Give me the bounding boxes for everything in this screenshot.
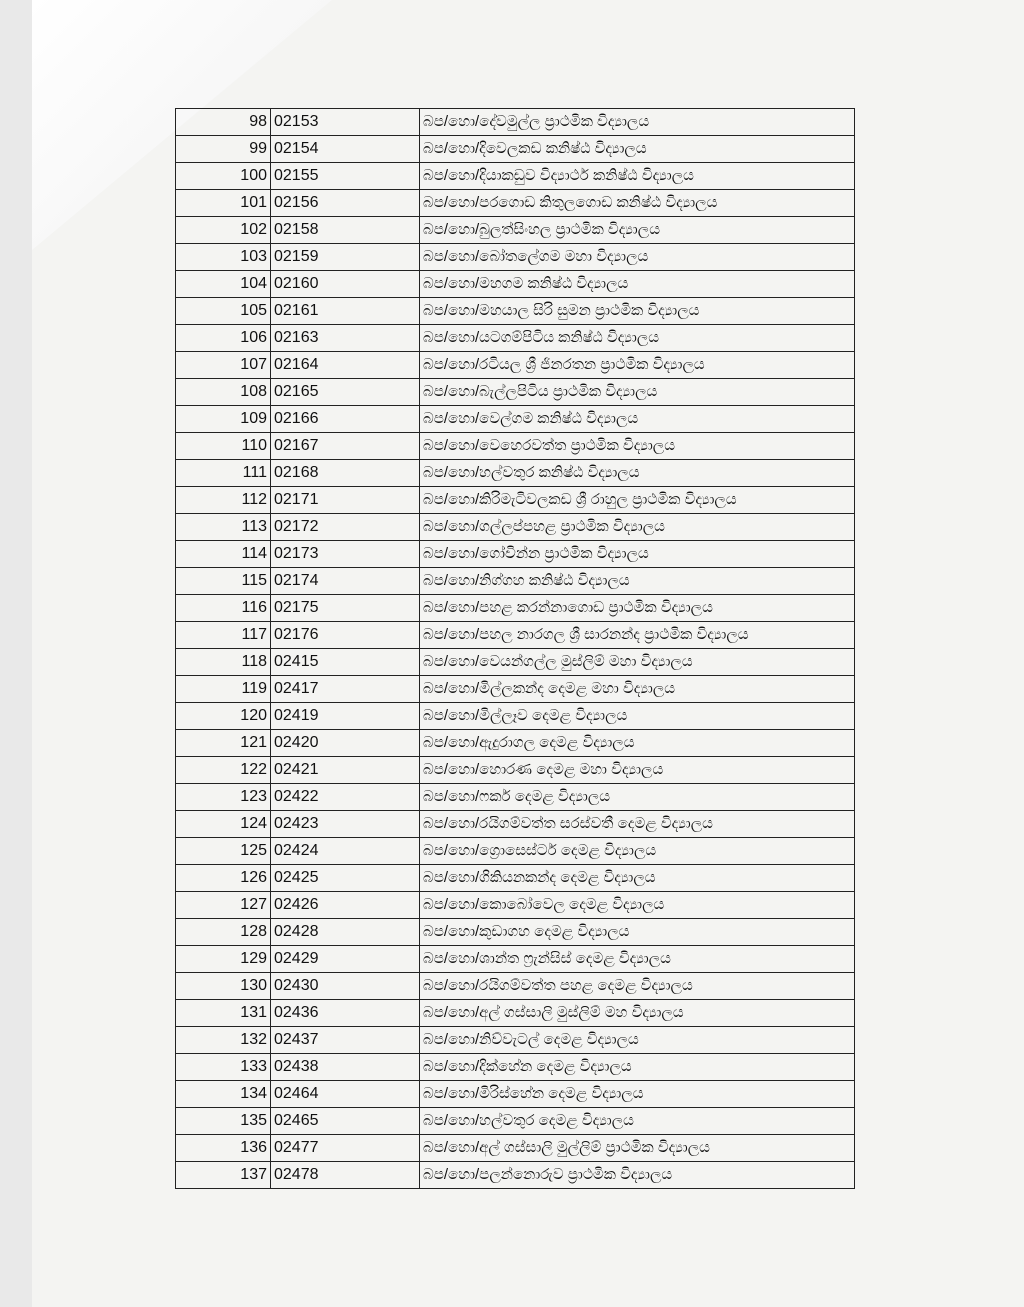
table-row (176, 1108, 855, 1135)
school-name: බප/හො/ෆකර් දෙමළ විද්‍යාලය (420, 784, 855, 811)
row-number: 123 (176, 784, 271, 811)
school-name: බප/හො/මහයාල සිරි සුමන ප්‍රාථමික විද්‍යාලය (420, 298, 855, 325)
row-number: 131 (176, 1000, 271, 1027)
table-row (176, 109, 855, 136)
school-name: බප/හො/වෙහෙරවත්ත ප්‍රාථමික විද්‍යාලය (420, 433, 855, 460)
row-number: 111 (176, 460, 271, 487)
school-name: බප/හො/රටියල ශ්‍රී ජිනරතන ප්‍රාථමික විද්‍යාලය (420, 352, 855, 379)
row-number: 105 (176, 298, 271, 325)
school-code: 02477 (271, 1135, 420, 1162)
school-code: 02420 (271, 730, 420, 757)
school-code: 02158 (271, 217, 420, 244)
row-number: 102 (176, 217, 271, 244)
school-name: බප/හො/හොරණ දෙමළ මහා විද්‍යාලය (420, 757, 855, 784)
table-row (176, 784, 855, 811)
school-code: 02168 (271, 460, 420, 487)
row-number: 99 (176, 136, 271, 163)
row-number: 124 (176, 811, 271, 838)
row-number: 135 (176, 1108, 271, 1135)
school-code: 02419 (271, 703, 420, 730)
table-row (176, 379, 855, 406)
school-code: 02175 (271, 595, 420, 622)
table-row (176, 1054, 855, 1081)
row-number: 127 (176, 892, 271, 919)
table-row (176, 730, 855, 757)
row-number: 137 (176, 1162, 271, 1189)
table-row (176, 649, 855, 676)
school-name: බප/හො/ගෝවින්න ප්‍රාථමික විද්‍යාලය (420, 541, 855, 568)
school-code: 02428 (271, 919, 420, 946)
table-row (176, 406, 855, 433)
school-name: බප/හො/ග්‍රොසෙස්ටර් දෙමළ විද්‍යාලය (420, 838, 855, 865)
school-name: බප/හො/කොබෝවෙල දෙමළ විද්‍යාලය (420, 892, 855, 919)
school-code: 02165 (271, 379, 420, 406)
school-code: 02429 (271, 946, 420, 973)
table-row (176, 973, 855, 1000)
school-name: බප/හො/පහල නාරගල ශ්‍රී සාරනන්ද ප්‍රාථමික විද්‍යාලය (420, 622, 855, 649)
row-number: 119 (176, 676, 271, 703)
table-row (176, 838, 855, 865)
school-name: බප/හො/දිවෙලකඩ කනිෂ්ඨ විද්‍යාලය (420, 136, 855, 163)
school-name: බප/හො/රයිගම්වත්ත සරස්වතී දෙමළ විද්‍යාලය (420, 811, 855, 838)
school-name: බප/හො/ඇදුරාගල දෙමළ විද්‍යාලය (420, 730, 855, 757)
table-row (176, 676, 855, 703)
school-name: බප/හො/අල් ගස්සාලි මුල්ලිම් ප්‍රාථමික විද්‍යාලය (420, 1135, 855, 1162)
school-name: බප/හො/මිල්ලකන්ද දෙමළ මහා විද්‍යාලය (420, 676, 855, 703)
school-code: 02173 (271, 541, 420, 568)
table-row (176, 514, 855, 541)
table-row (176, 703, 855, 730)
school-name: බප/හො/මිල්ලෑව දෙමළ විද්‍යාලය (420, 703, 855, 730)
table-row (176, 433, 855, 460)
row-number: 133 (176, 1054, 271, 1081)
row-number: 120 (176, 703, 271, 730)
school-code: 02423 (271, 811, 420, 838)
school-code: 02464 (271, 1081, 420, 1108)
school-code: 02421 (271, 757, 420, 784)
table-row (176, 919, 855, 946)
school-code: 02166 (271, 406, 420, 433)
table-row (176, 325, 855, 352)
school-name: බප/හො/බැල්ලපිටිය ප්‍රාථමික විද්‍යාලය (420, 379, 855, 406)
school-name: බප/හො/කිරිමැටිවලකඩ ශ්‍රී රාහුල ප්‍රාථමික විද්‍යාලය (420, 487, 855, 514)
school-code: 02161 (271, 298, 420, 325)
table-row (176, 1162, 855, 1189)
school-name: බප/හො/රයිගම්වත්ත පහළ දෙමළ විද්‍යාලය (420, 973, 855, 1000)
row-number: 103 (176, 244, 271, 271)
school-code: 02174 (271, 568, 420, 595)
school-name: බප/හො/ගිකියනකන්ද දෙමළ විද්‍යාලය (420, 865, 855, 892)
school-code: 02478 (271, 1162, 420, 1189)
table-row (176, 595, 855, 622)
row-number: 109 (176, 406, 271, 433)
table-row (176, 163, 855, 190)
school-name: බප/හො/මහගම කනිෂ්ඨ විද්‍යාලය (420, 271, 855, 298)
school-code: 02417 (271, 676, 420, 703)
table-row (176, 298, 855, 325)
school-name: බප/හො/බුලත්සිංහල ප්‍රාථමික විද්‍යාලය (420, 217, 855, 244)
row-number: 100 (176, 163, 271, 190)
school-code: 02172 (271, 514, 420, 541)
document-page (32, 0, 1024, 1307)
row-number: 136 (176, 1135, 271, 1162)
row-number: 107 (176, 352, 271, 379)
row-number: 114 (176, 541, 271, 568)
row-number: 126 (176, 865, 271, 892)
school-name: බප/හො/ගල්ලප්පහළ ප්‍රාථමික විද්‍යාලය (420, 514, 855, 541)
school-name: බප/හො/නිග්ගහ කනිෂ්ඨ විද්‍යාලය (420, 568, 855, 595)
row-number: 108 (176, 379, 271, 406)
school-code: 02424 (271, 838, 420, 865)
school-name: බප/හො/හල්වතුර දෙමළ විද්‍යාලය (420, 1108, 855, 1135)
school-code: 02164 (271, 352, 420, 379)
row-number: 113 (176, 514, 271, 541)
school-name: බප/හො/වෙල්ගම කනිෂ්ඨ විද්‍යාලය (420, 406, 855, 433)
row-number: 104 (176, 271, 271, 298)
school-name: බප/හො/ශාන්ත ෆ්‍රැන්සිස් දෙමළ විද්‍යාලය (420, 946, 855, 973)
table-row (176, 622, 855, 649)
school-name: බප/හො/පලන්නොරුව ප්‍රාථමික විද්‍යාලය (420, 1162, 855, 1189)
table-row (176, 541, 855, 568)
school-code: 02426 (271, 892, 420, 919)
school-code: 02436 (271, 1000, 420, 1027)
school-name: බප/හො/මිරිස්හේන දෙමළ විද්‍යාලය (420, 1081, 855, 1108)
table-row (176, 352, 855, 379)
school-name: බප/හො/කුඩාගහ දෙමළ විද්‍යාලය (420, 919, 855, 946)
school-code: 02156 (271, 190, 420, 217)
school-name: බප/හො/දේවමුල්ල ප්‍රාථමික විද්‍යාලය (420, 109, 855, 136)
school-name: බප/හො/හල්වතුර කනිෂ්ඨ විද්‍යාලය (420, 460, 855, 487)
table-row (176, 1000, 855, 1027)
table-row (176, 757, 855, 784)
row-number: 106 (176, 325, 271, 352)
school-name: බප/හො/වෙයන්ගල්ල මුස්ලිම් මහා විද්‍යාලය (420, 649, 855, 676)
school-name: බප/හො/නිව්වැටල් දෙමළ විද්‍යාලය (420, 1027, 855, 1054)
table-row (176, 811, 855, 838)
school-code: 02153 (271, 109, 420, 136)
table-row (176, 217, 855, 244)
row-number: 122 (176, 757, 271, 784)
school-code: 02430 (271, 973, 420, 1000)
table-row (176, 190, 855, 217)
row-number: 121 (176, 730, 271, 757)
table-row (176, 1081, 855, 1108)
row-number: 112 (176, 487, 271, 514)
row-number: 115 (176, 568, 271, 595)
row-number: 128 (176, 919, 271, 946)
row-number: 101 (176, 190, 271, 217)
table-row (176, 892, 855, 919)
table-row (176, 865, 855, 892)
table-row (176, 946, 855, 973)
school-code: 02167 (271, 433, 420, 460)
school-code: 02154 (271, 136, 420, 163)
school-code: 02159 (271, 244, 420, 271)
table-row (176, 136, 855, 163)
table-row (176, 1135, 855, 1162)
table-row (176, 1027, 855, 1054)
row-number: 98 (176, 109, 271, 136)
row-number: 116 (176, 595, 271, 622)
school-list-table (175, 108, 855, 1189)
school-code: 02437 (271, 1027, 420, 1054)
school-name: බප/හො/යටගම්පිටිය කනිෂ්ඨ විද්‍යාලය (420, 325, 855, 352)
school-code: 02438 (271, 1054, 420, 1081)
table-row (176, 271, 855, 298)
table-row (176, 568, 855, 595)
row-number: 118 (176, 649, 271, 676)
school-name: බප/හො/පරගොඩ කිතුලගොඩ කනිෂ්ඨ විද්‍යාලය (420, 190, 855, 217)
row-number: 132 (176, 1027, 271, 1054)
table-body (176, 109, 855, 1189)
table-row (176, 487, 855, 514)
row-number: 130 (176, 973, 271, 1000)
school-name: බප/හො/පහළ කරන්නාගොඩ ප්‍රාථමික විද්‍යාලය (420, 595, 855, 622)
table-row (176, 460, 855, 487)
row-number: 134 (176, 1081, 271, 1108)
row-number: 110 (176, 433, 271, 460)
school-code: 02422 (271, 784, 420, 811)
row-number: 125 (176, 838, 271, 865)
school-code: 02163 (271, 325, 420, 352)
school-code: 02425 (271, 865, 420, 892)
school-code: 02155 (271, 163, 420, 190)
school-code: 02171 (271, 487, 420, 514)
row-number: 129 (176, 946, 271, 973)
table-row (176, 244, 855, 271)
school-code: 02176 (271, 622, 420, 649)
school-code: 02465 (271, 1108, 420, 1135)
school-name: බප/හො/අල් ගස්සාලි මුස්ලිම් මහ විද්‍යාලය (420, 1000, 855, 1027)
school-code: 02160 (271, 271, 420, 298)
school-code: 02415 (271, 649, 420, 676)
row-number: 117 (176, 622, 271, 649)
school-name: බප/හො/දියාකඩුව විද්‍යාර්ථ කනිෂ්ඨ විද්‍යාලය (420, 163, 855, 190)
school-name: බප/හො/බෝතලේගම මහා විද්‍යාලය (420, 244, 855, 271)
school-name: බප/හො/දික්හේන දෙමළ විද්‍යාලය (420, 1054, 855, 1081)
